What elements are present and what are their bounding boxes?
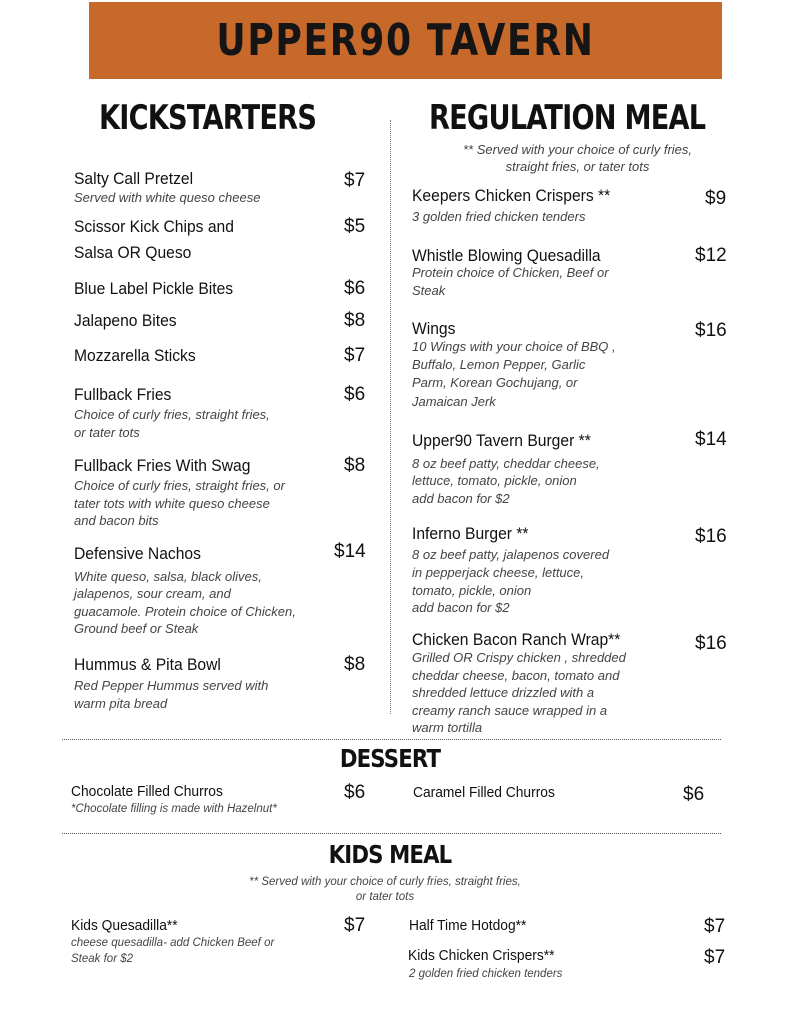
menu-item-desc: add bacon for $2: [412, 491, 510, 506]
menu-item-price: $7: [704, 947, 726, 968]
menu-item-desc: 3 golden fried chicken tenders: [412, 209, 586, 224]
menu-item-price: $7: [704, 916, 726, 937]
menu-item-price: $7: [344, 170, 366, 191]
menu-item-name: Hummus & Pita Bowl: [74, 655, 221, 674]
menu-item-name: Kids Chicken Crispers**: [408, 947, 555, 964]
menu-item-desc: 8 oz beef patty, jalapenos covered: [412, 547, 610, 562]
menu-item-price: $14: [695, 429, 727, 450]
menu-item-price: $8: [344, 455, 366, 476]
menu-item-desc: *Chocolate filling is made with Hazelnut*: [71, 803, 277, 815]
menu-item-name: Mozzarella Sticks: [74, 346, 196, 365]
menu-item-desc: Choice of curly fries, straight fries, or: [74, 478, 285, 493]
menu-item-desc: cheddar cheese, bacon, tomato and: [412, 668, 620, 683]
menu-item-name: Blue Label Pickle Bites: [74, 279, 234, 298]
menu-item-price: $7: [344, 345, 366, 366]
menu-item-desc: Buffalo, Lemon Pepper, Garlic: [412, 357, 586, 372]
menu-item-name: Salty Call Pretzel: [74, 169, 194, 188]
kids-heading: KIDS MEAL: [328, 840, 452, 869]
menu-item-desc: and bacon bits: [74, 513, 159, 528]
regulation-heading: REGULATION MEAL: [429, 98, 706, 138]
menu-item-desc: warm pita bread: [74, 696, 168, 711]
kids-note: or tater tots: [355, 891, 415, 903]
menu-item-desc: White queso, salsa, black olives,: [74, 569, 262, 584]
section-divider: [62, 833, 721, 834]
dessert-heading: DESSERT: [339, 744, 441, 773]
menu-item-desc: Ground beef or Steak: [74, 621, 199, 636]
menu-item-price: $16: [695, 526, 727, 547]
menu-item-name: Scissor Kick Chips and: [74, 217, 234, 236]
menu-item-desc: Steak for $2: [71, 953, 134, 965]
menu-item-name: Defensive Nachos: [74, 544, 201, 563]
section-divider: [62, 739, 721, 740]
menu-item-name: Kids Quesadilla**: [71, 917, 178, 934]
menu-item-price: $5: [344, 216, 366, 237]
menu-item-desc: shredded lettuce drizzled with a: [412, 685, 595, 700]
menu-item-price: $8: [344, 310, 366, 331]
regulation-note: straight fries, or tater tots: [505, 159, 650, 174]
menu-item-desc: tater tots with white queso cheese: [74, 496, 270, 511]
regulation-note: ** Served with your choice of curly fries,: [462, 142, 693, 157]
menu-item-name: Inferno Burger **: [412, 524, 529, 543]
menu-item-name: Chocolate Filled Churros: [71, 783, 223, 800]
restaurant-title: UPPER90 TAVERN: [216, 15, 595, 66]
menu-item-price: $6: [683, 784, 705, 805]
menu-item-name: Half Time Hotdog**: [409, 917, 527, 934]
menu-item-name: Whistle Blowing Quesadilla: [412, 246, 601, 265]
menu-item-desc: Red Pepper Hummus served with: [74, 678, 269, 693]
menu-item-desc: lettuce, tomato, pickle, onion: [412, 473, 577, 488]
menu-item-desc: Jamaican Jerk: [412, 394, 496, 409]
menu-item-price: $14: [334, 541, 366, 562]
menu-item-name: Upper90 Tavern Burger **: [412, 431, 591, 450]
menu-item-desc: tomato, pickle, onion: [412, 583, 532, 598]
menu-item-desc: Parm, Korean Gochujang, or: [412, 375, 578, 390]
menu-item-name: Fullback Fries With Swag: [74, 456, 251, 475]
menu-item-name: Fullback Fries: [74, 385, 172, 404]
kickstarters-heading: KICKSTARTERS: [99, 98, 317, 138]
menu-item-desc: jalapenos, sour cream, and: [74, 586, 231, 601]
menu-item-desc: Protein choice of Chicken, Beef or: [412, 265, 609, 280]
menu-item-price: $16: [695, 320, 727, 341]
menu-item-desc: Steak: [412, 283, 446, 298]
menu-item-name: Salsa OR Queso: [74, 243, 192, 262]
menu-item-desc: guacamole. Protein choice of Chicken,: [74, 604, 296, 619]
menu-item-desc: creamy ranch sauce wrapped in a: [412, 703, 608, 718]
menu-item-name: Jalapeno Bites: [74, 311, 177, 330]
menu-item-desc: add bacon for $2: [412, 600, 510, 615]
menu-item-desc: in pepperjack cheese, lettuce,: [412, 565, 584, 580]
menu-item-price: $8: [344, 654, 366, 675]
menu-item-price: $12: [695, 245, 727, 266]
menu-item-price: $9: [705, 188, 727, 209]
menu-item-name: Keepers Chicken Crispers **: [412, 186, 611, 205]
menu-item-price: $6: [344, 278, 366, 299]
menu-item-desc: 2 golden fried chicken tenders: [409, 968, 563, 980]
menu-item-name: Wings: [412, 319, 456, 338]
menu-item-desc: cheese quesadilla- add Chicken Beef or: [71, 937, 275, 949]
menu-item-price: $6: [344, 782, 366, 803]
menu-item-name: Caramel Filled Churros: [413, 784, 555, 801]
menu-item-desc: warm tortilla: [412, 720, 483, 735]
menu-item-desc: 8 oz beef patty, cheddar cheese,: [412, 456, 600, 471]
kids-note: ** Served with your choice of curly fries, straight fries,: [249, 876, 521, 888]
menu-item-name: Chicken Bacon Ranch Wrap**: [412, 630, 621, 649]
menu-item-desc: Choice of curly fries, straight fries,: [74, 407, 270, 422]
menu-item-desc: Served with white queso cheese: [74, 190, 261, 205]
menu-item-desc: 10 Wings with your choice of BBQ ,: [412, 339, 616, 354]
menu-item-price: $16: [695, 633, 727, 654]
menu-item-price: $6: [344, 384, 366, 405]
menu-item-price: $7: [344, 915, 366, 936]
column-divider: [390, 120, 391, 714]
menu-item-desc: Grilled OR Crispy chicken , shredded: [412, 650, 626, 665]
menu-item-desc: or tater tots: [74, 425, 140, 440]
